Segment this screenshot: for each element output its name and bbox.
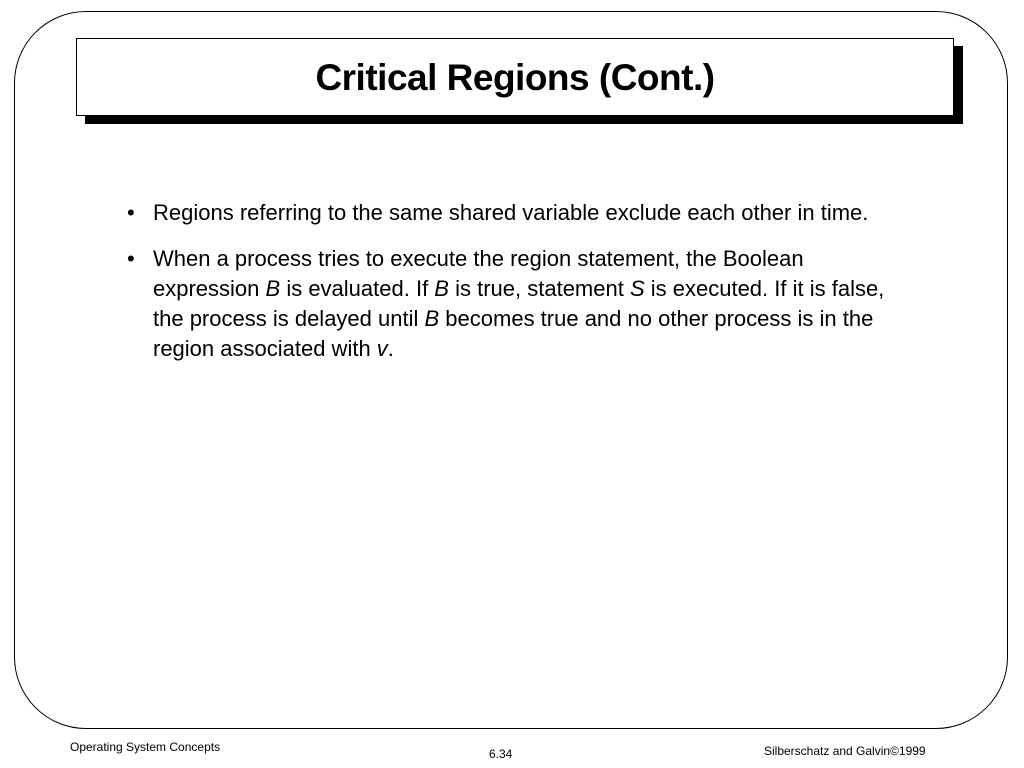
text-segment: is true, statement	[448, 276, 630, 301]
footer-page-number: 6.34	[489, 747, 513, 761]
variable-b: B	[265, 276, 281, 301]
bullet-item	[127, 198, 887, 228]
variable-b: B	[434, 276, 449, 301]
footer-copyright: Silberschatz and Galvin©1999	[764, 744, 926, 758]
bullet-icon: •	[127, 200, 135, 225]
bullet-item	[127, 244, 887, 364]
bullet-icon: •	[127, 246, 135, 271]
bullet-list	[127, 198, 887, 380]
footer-course-name: Operating System Concepts	[70, 740, 221, 754]
text-segment: When a process tries to execute the region statement, the Boolean expression	[153, 246, 804, 301]
variable-v: v	[376, 336, 388, 361]
bullet-text: Regions referring to the same shared variable exclude each other in time.	[153, 200, 869, 225]
variable-s: S	[629, 276, 645, 301]
variable-b: B	[424, 306, 440, 331]
title-box	[76, 38, 954, 116]
bullet-text	[153, 246, 884, 361]
text-segment: is executed. If it is false, the process is delayed until	[153, 276, 885, 331]
text-segment: .	[387, 336, 394, 361]
slide-title: Critical Regions (Cont.)	[315, 57, 715, 98]
text-segment: becomes true and no other process is in the region associated with	[153, 306, 874, 361]
text-segment: is evaluated. If	[280, 276, 435, 301]
